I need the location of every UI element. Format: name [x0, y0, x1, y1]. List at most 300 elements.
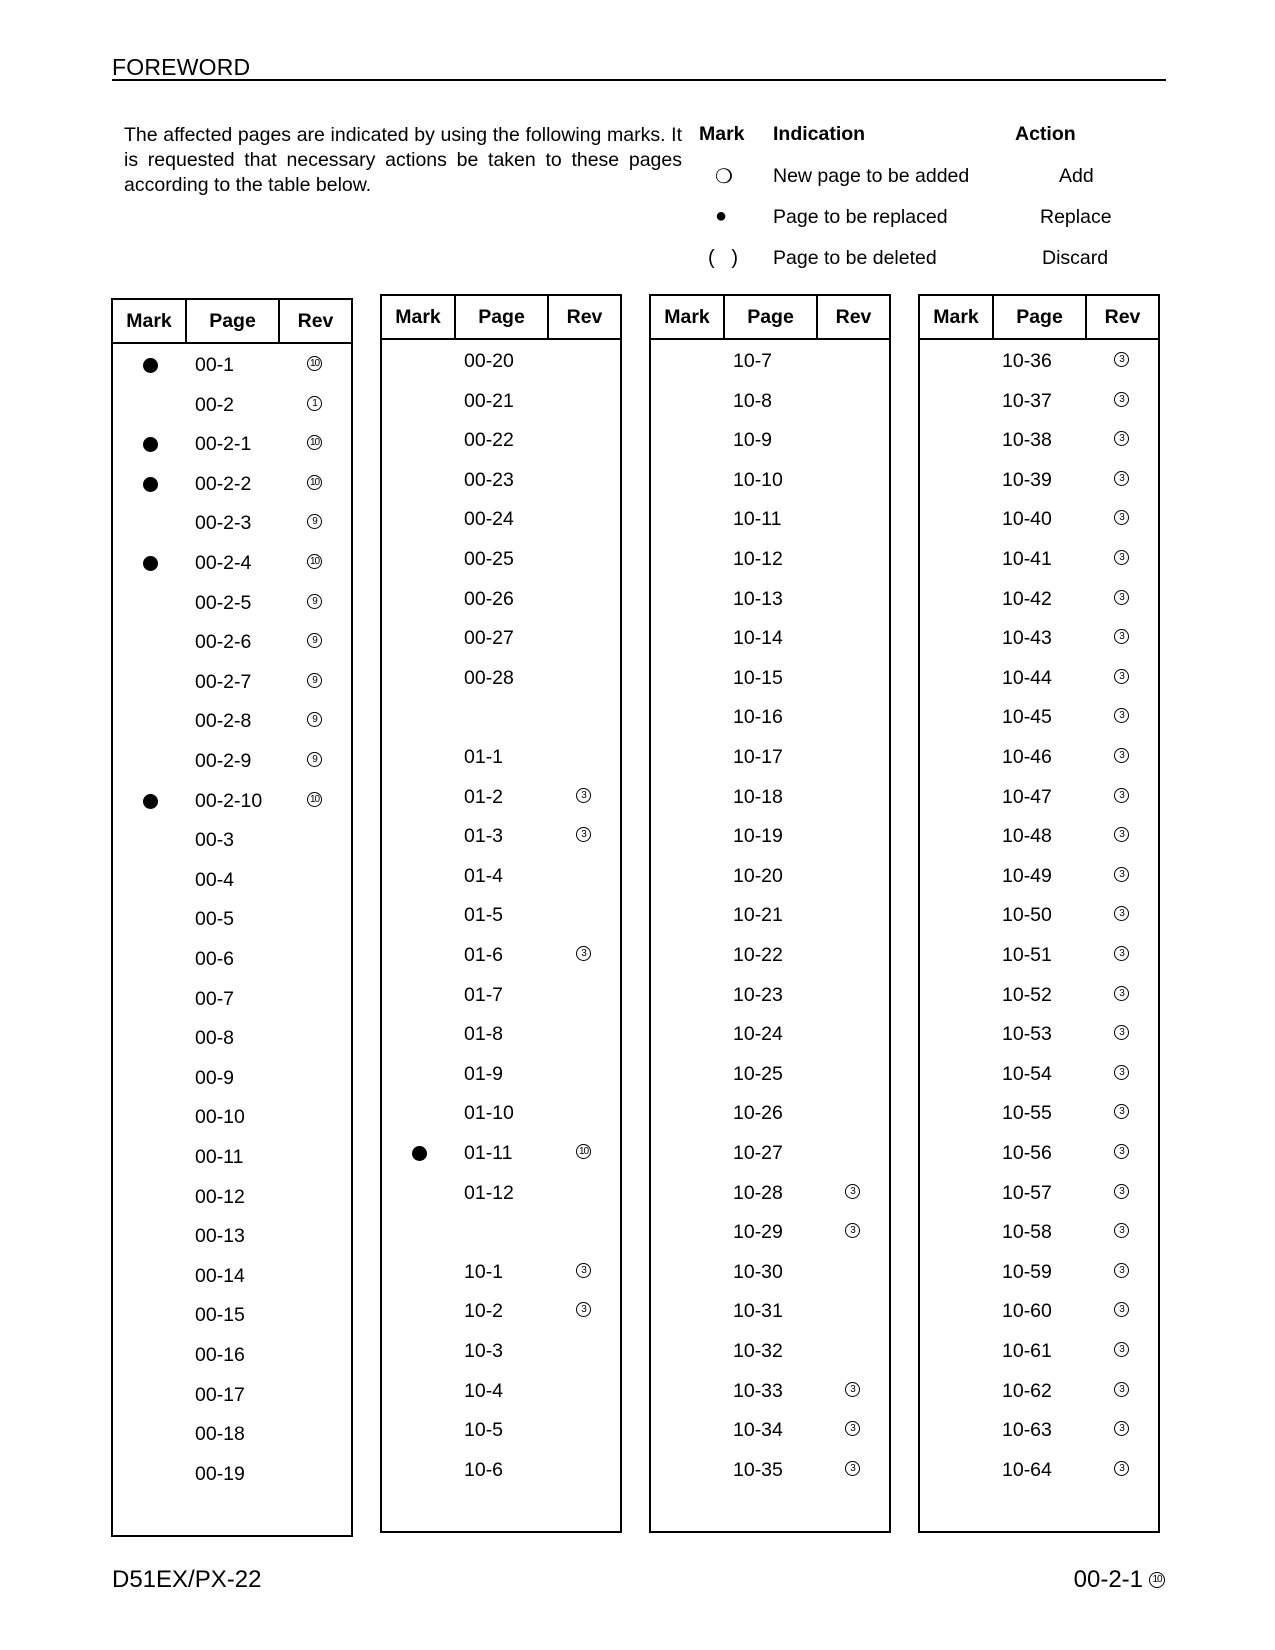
page-cell: 00-2-1 [195, 433, 252, 456]
table-row [920, 544, 1158, 574]
table-row [113, 627, 351, 657]
page-cell: 10-63 [1002, 1419, 1052, 1442]
page-cell: 10-2 [464, 1300, 504, 1323]
table-row [113, 1419, 351, 1449]
page-cell: 10-43 [1002, 627, 1052, 650]
revision-circle-icon: 3 [1114, 1382, 1129, 1397]
revision-circle-icon: 3 [1114, 352, 1129, 367]
page-cell: 01-7 [464, 983, 504, 1006]
revision-circle-icon: 9 [307, 752, 322, 767]
replace-mark-icon [143, 477, 158, 492]
page-cell: 00-17 [195, 1383, 245, 1406]
table-row [920, 702, 1158, 732]
revision-circle-icon: 9 [307, 514, 322, 529]
revision-circle-icon: 10 [1149, 1572, 1165, 1588]
table-row [920, 1098, 1158, 1128]
table-row [651, 504, 889, 534]
table-row [920, 742, 1158, 772]
col-header-page: Page [187, 300, 280, 342]
table-row [920, 663, 1158, 693]
page-cell: 00-11 [195, 1146, 244, 1168]
page-cell: 10-26 [733, 1102, 783, 1125]
table-row [651, 1415, 889, 1445]
table-header [920, 296, 1158, 340]
table-row [920, 425, 1158, 455]
table-row [382, 465, 620, 495]
table-row [651, 1296, 889, 1326]
legend-header-mark: Mark [699, 123, 745, 145]
table-row [920, 386, 1158, 416]
table-row [651, 1178, 889, 1208]
table-row [651, 1059, 889, 1089]
page-cell: 10-3 [464, 1340, 504, 1362]
revision-circle-icon: 10 [576, 1144, 591, 1159]
page-table-3 [649, 294, 891, 1533]
table-row [382, 980, 620, 1010]
table-row [382, 623, 620, 653]
page-cell: 10-46 [1002, 746, 1052, 768]
table-row [382, 544, 620, 574]
replace-mark-icon [143, 794, 158, 809]
legend-action-add: Add [1059, 165, 1094, 187]
page-cell: 10-25 [733, 1062, 783, 1085]
revision-circle-icon: 3 [1114, 1104, 1129, 1119]
table-row [113, 1300, 351, 1330]
page-cell: 10-9 [733, 429, 773, 452]
table-row [651, 623, 889, 653]
table-row [920, 1217, 1158, 1247]
revision-circle-icon: 3 [1114, 1302, 1129, 1317]
page-cell: 00-3 [195, 829, 235, 852]
replace-page-symbol-icon: ● [715, 205, 728, 227]
table-row [651, 386, 889, 416]
revision-circle-icon: 3 [845, 1223, 860, 1238]
revision-circle-icon: 3 [1114, 827, 1129, 842]
page-cell: 00-2-7 [195, 670, 252, 693]
revision-circle-icon: 3 [1114, 1184, 1129, 1199]
revision-circle-icon: 3 [1114, 946, 1129, 961]
page-cell: 10-22 [733, 944, 783, 966]
revision-circle-icon: 3 [1114, 392, 1129, 407]
table-row [113, 1182, 351, 1212]
table-row [920, 1138, 1158, 1168]
page-cell: 00-2-8 [195, 710, 252, 733]
table-row [651, 900, 889, 930]
revision-circle-icon: 9 [307, 673, 322, 688]
table-row [113, 469, 351, 499]
revision-circle-icon: 3 [1114, 669, 1129, 684]
table-row [382, 742, 620, 772]
page-cell: 00-2-10 [195, 789, 263, 812]
revision-circle-icon: 3 [1114, 510, 1129, 525]
page-cell: 00-24 [464, 508, 514, 531]
table-row [920, 623, 1158, 653]
page-cell: 00-26 [464, 587, 514, 610]
revision-circle-icon: 3 [1114, 1421, 1129, 1436]
replace-mark-icon [412, 1146, 427, 1161]
table-row [920, 1376, 1158, 1406]
table-row [113, 984, 351, 1014]
page-number-text: 00-2-1 [1073, 1566, 1143, 1593]
page-title: FOREWORD [112, 54, 251, 80]
page-cell: 10-54 [1002, 1062, 1052, 1085]
table-row [651, 1336, 889, 1366]
revision-circle-icon: 3 [1114, 986, 1129, 1001]
page-cell: 00-2-6 [195, 631, 252, 654]
page-cell: 10-50 [1002, 904, 1052, 927]
table-row [382, 1138, 620, 1168]
page-cell: 00-10 [195, 1106, 245, 1129]
table-row [382, 425, 620, 455]
new-page-symbol-icon: ❍ [715, 166, 733, 188]
revision-circle-icon: 10 [307, 475, 322, 490]
table-row [382, 1019, 620, 1049]
table-row [382, 821, 620, 851]
page-cell: 00-28 [464, 666, 514, 689]
col-header-mark: Mark [113, 300, 187, 342]
page-cell: 01-5 [464, 904, 504, 927]
table-row [113, 865, 351, 895]
revision-circle-icon: 9 [307, 712, 322, 727]
page-cell: 10-33 [733, 1379, 783, 1402]
page-cell: 01-11 [464, 1142, 513, 1164]
revision-circle-icon: 3 [1114, 867, 1129, 882]
table-row [113, 786, 351, 816]
model-number: D51EX/PX-22 [112, 1566, 262, 1593]
page-cell: 01-10 [464, 1102, 514, 1125]
revision-circle-icon: 3 [1114, 748, 1129, 763]
revision-circle-icon: 3 [576, 788, 591, 803]
page-cell: 00-2-3 [195, 512, 252, 535]
table-row [920, 861, 1158, 891]
table-row [382, 1217, 620, 1247]
page-cell: 01-4 [464, 864, 504, 887]
table-row [920, 1296, 1158, 1326]
table-row [651, 782, 889, 812]
legend-indication-add: New page to be added [773, 165, 970, 187]
revision-circle-icon: 10 [307, 435, 322, 450]
page-cell: 00-18 [195, 1423, 245, 1446]
page-cell: 00-2-9 [195, 750, 252, 772]
page-cell: 01-3 [464, 825, 504, 848]
page-cell: 00-6 [195, 948, 235, 970]
page-table-1 [111, 298, 353, 1537]
page-cell: 00-27 [464, 627, 514, 650]
table-row [651, 821, 889, 851]
table-row [920, 1336, 1158, 1366]
page-cell: 10-15 [733, 666, 783, 689]
revision-circle-icon: 9 [307, 594, 322, 609]
page-cell: 10-55 [1002, 1102, 1052, 1125]
page-cell: 01-12 [464, 1181, 514, 1204]
table-row [113, 706, 351, 736]
table-row [382, 346, 620, 376]
page-cell: 10-23 [733, 983, 783, 1006]
col-header-mark: Mark [382, 296, 456, 338]
table-row [651, 465, 889, 495]
col-header-rev: Rev [1104, 305, 1141, 328]
legend-header-action: Action [1015, 123, 1076, 145]
revision-circle-icon: 3 [1114, 629, 1129, 644]
page-table-2 [380, 294, 622, 1533]
page-cell: 10-32 [733, 1340, 783, 1362]
table-row [113, 1380, 351, 1410]
table-row [382, 1296, 620, 1326]
page-cell: 10-34 [733, 1419, 783, 1442]
page-cell: 00-12 [195, 1185, 245, 1208]
page-cell: 10-61 [1002, 1340, 1052, 1362]
page-cell: 10-45 [1002, 706, 1052, 729]
page-cell: 10-28 [733, 1181, 783, 1204]
table-row [920, 900, 1158, 930]
page-cell: 10-27 [733, 1142, 783, 1164]
page-cell: 10-57 [1002, 1181, 1052, 1204]
table-row [651, 1098, 889, 1128]
col-header-mark: Mark [920, 296, 994, 338]
page-cell: 10-20 [733, 864, 783, 887]
table-row [382, 702, 620, 732]
page-cell: 10-8 [733, 389, 773, 412]
revision-circle-icon: 3 [1114, 788, 1129, 803]
table-row [113, 508, 351, 538]
table-header [651, 296, 889, 340]
table-row [382, 861, 620, 891]
revision-circle-icon: 3 [1114, 708, 1129, 723]
page-cell: 10-48 [1002, 825, 1052, 848]
replace-mark-icon [143, 358, 158, 373]
table-row [651, 544, 889, 574]
table-row [113, 1221, 351, 1251]
table-row [651, 742, 889, 772]
page-cell: 10-19 [733, 825, 783, 848]
revision-circle-icon: 3 [1114, 431, 1129, 446]
table-row [920, 1059, 1158, 1089]
table-row [382, 504, 620, 534]
page-cell: 10-64 [1002, 1458, 1052, 1481]
table-row [113, 588, 351, 618]
revision-circle-icon: 3 [1114, 1461, 1129, 1476]
table-row [382, 1376, 620, 1406]
revision-circle-icon: 3 [576, 1302, 591, 1317]
revision-circle-icon: 1 [307, 396, 322, 411]
page-cell: 10-40 [1002, 508, 1052, 531]
page-cell: 10-38 [1002, 429, 1052, 452]
revision-circle-icon: 10 [307, 554, 322, 569]
revision-circle-icon: 3 [1114, 1144, 1129, 1159]
page-cell: 10-52 [1002, 983, 1052, 1006]
table-row [920, 782, 1158, 812]
table-row [920, 1455, 1158, 1485]
revision-circle-icon: 3 [576, 827, 591, 842]
page-cell: 10-35 [733, 1458, 783, 1481]
table-row [920, 465, 1158, 495]
col-header-rev: Rev [566, 305, 603, 328]
page-cell: 01-1 [464, 746, 504, 768]
page-cell: 10-41 [1002, 548, 1052, 570]
table-row [113, 548, 351, 578]
table-row [920, 504, 1158, 534]
table-header [113, 300, 351, 344]
page-cell: 00-13 [195, 1225, 245, 1248]
page-cell: 10-29 [733, 1221, 783, 1244]
col-header-rev: Rev [835, 305, 872, 328]
table-row [382, 900, 620, 930]
page-cell: 10-31 [733, 1300, 783, 1323]
revision-circle-icon: 3 [576, 946, 591, 961]
table-row [113, 1340, 351, 1370]
table-row [113, 1102, 351, 1132]
page-cell: 10-39 [1002, 468, 1052, 491]
page-cell: 00-7 [195, 987, 235, 1010]
table-row [651, 346, 889, 376]
legend-action-discard: Discard [1042, 247, 1109, 269]
table-row [920, 940, 1158, 970]
table-row [651, 1376, 889, 1406]
revision-circle-icon: 3 [1114, 471, 1129, 486]
revision-circle-icon: 3 [845, 1382, 860, 1397]
replace-mark-icon [143, 437, 158, 452]
page-cell: 10-7 [733, 350, 773, 372]
page-cell: 00-8 [195, 1027, 235, 1050]
page-cell: 00-16 [195, 1344, 245, 1366]
table-row [382, 1098, 620, 1128]
revision-circle-icon: 10 [307, 792, 322, 807]
page-cell: 00-21 [464, 389, 514, 412]
table-row [651, 940, 889, 970]
table-row [113, 1023, 351, 1053]
page-cell: 00-2 [195, 393, 235, 416]
page-cell: 10-59 [1002, 1260, 1052, 1283]
page-cell: 00-19 [195, 1462, 245, 1485]
revision-circle-icon: 3 [845, 1461, 860, 1476]
table-row [113, 1459, 351, 1489]
col-header-page: Page [456, 296, 549, 338]
page-cell: 00-14 [195, 1264, 245, 1287]
table-row [920, 1257, 1158, 1287]
page-cell: 10-18 [733, 785, 783, 808]
page-cell: 00-15 [195, 1304, 245, 1327]
revision-circle-icon: 9 [307, 633, 322, 648]
page-cell: 00-4 [195, 868, 235, 891]
table-row [920, 346, 1158, 376]
table-row [651, 1217, 889, 1247]
page-cell: 00-25 [464, 548, 514, 570]
page-cell: 10-37 [1002, 389, 1052, 412]
table-row [382, 1178, 620, 1208]
page-cell: 10-24 [733, 1023, 783, 1046]
table-row [382, 584, 620, 614]
page-cell: 10-58 [1002, 1221, 1052, 1244]
page-cell: 01-9 [464, 1062, 504, 1085]
table-row [920, 980, 1158, 1010]
legend-action-replace: Replace [1040, 206, 1112, 228]
page-cell: 10-16 [733, 706, 783, 729]
page-cell: 10-44 [1002, 666, 1052, 689]
table-row [920, 821, 1158, 851]
legend-header-indication: Indication [773, 123, 866, 145]
page-cell: 10-17 [733, 746, 783, 768]
delete-page-symbol-icon: ( ) [708, 247, 738, 269]
table-row [382, 1059, 620, 1089]
table-row [651, 1455, 889, 1485]
page-cell: 10-42 [1002, 587, 1052, 610]
table-row [382, 1336, 620, 1366]
table-row [920, 1178, 1158, 1208]
legend-indication-replace: Page to be replaced [773, 206, 948, 228]
table-row [382, 782, 620, 812]
table-row [920, 1415, 1158, 1445]
revision-circle-icon: 3 [845, 1184, 860, 1199]
col-header-mark: Mark [651, 296, 725, 338]
page-cell: 01-8 [464, 1023, 504, 1046]
page-cell: 10-62 [1002, 1379, 1052, 1402]
legend-table [0, 0, 1275, 280]
page-cell: 01-6 [464, 944, 504, 966]
table-row [113, 944, 351, 974]
page-cell: 01-2 [464, 785, 504, 808]
table-row [651, 1138, 889, 1168]
col-header-page: Page [725, 296, 818, 338]
page-cell: 10-51 [1002, 944, 1052, 966]
table-row [382, 940, 620, 970]
table-row [113, 746, 351, 776]
table-row [113, 904, 351, 934]
table-row [651, 861, 889, 891]
page-cell: 10-10 [733, 468, 783, 491]
page-table-4 [918, 294, 1160, 1533]
revision-circle-icon: 3 [1114, 906, 1129, 921]
table-row [651, 1257, 889, 1287]
table-row [920, 1019, 1158, 1049]
table-row [382, 386, 620, 416]
revision-circle-icon: 10 [307, 356, 322, 371]
page-cell: 10-5 [464, 1419, 504, 1442]
table-row [651, 663, 889, 693]
page-cell: 00-9 [195, 1066, 235, 1089]
page-cell: 10-36 [1002, 350, 1052, 372]
revision-circle-icon: 3 [1114, 1065, 1129, 1080]
page-cell: 10-1 [464, 1260, 504, 1283]
page-cell: 10-30 [733, 1260, 783, 1283]
table-row [651, 425, 889, 455]
revision-circle-icon: 3 [1114, 1223, 1129, 1238]
page-cell: 10-47 [1002, 785, 1052, 808]
col-header-rev: Rev [297, 309, 334, 332]
page-cell: 00-1 [195, 354, 235, 376]
replace-mark-icon [143, 556, 158, 571]
page-cell: 00-5 [195, 908, 235, 931]
page-cell: 10-49 [1002, 864, 1052, 887]
page-cell: 10-6 [464, 1458, 504, 1481]
page-cell: 10-11 [733, 508, 782, 531]
revision-circle-icon: 3 [1114, 1263, 1129, 1278]
page-cell: 10-14 [733, 627, 783, 650]
page-cell: 00-2-2 [195, 472, 252, 495]
page-cell: 00-20 [464, 350, 514, 372]
table-row [113, 825, 351, 855]
page-cell: 00-2-4 [195, 552, 252, 574]
table-header [382, 296, 620, 340]
table-row [651, 584, 889, 614]
page-cell: 00-22 [464, 429, 514, 452]
page-cell: 10-13 [733, 587, 783, 610]
table-row [382, 663, 620, 693]
table-row [382, 1415, 620, 1445]
table-row [113, 1142, 351, 1172]
page-cell: 10-56 [1002, 1142, 1052, 1164]
revision-circle-icon: 3 [1114, 550, 1129, 565]
page-number [1074, 1566, 1165, 1594]
